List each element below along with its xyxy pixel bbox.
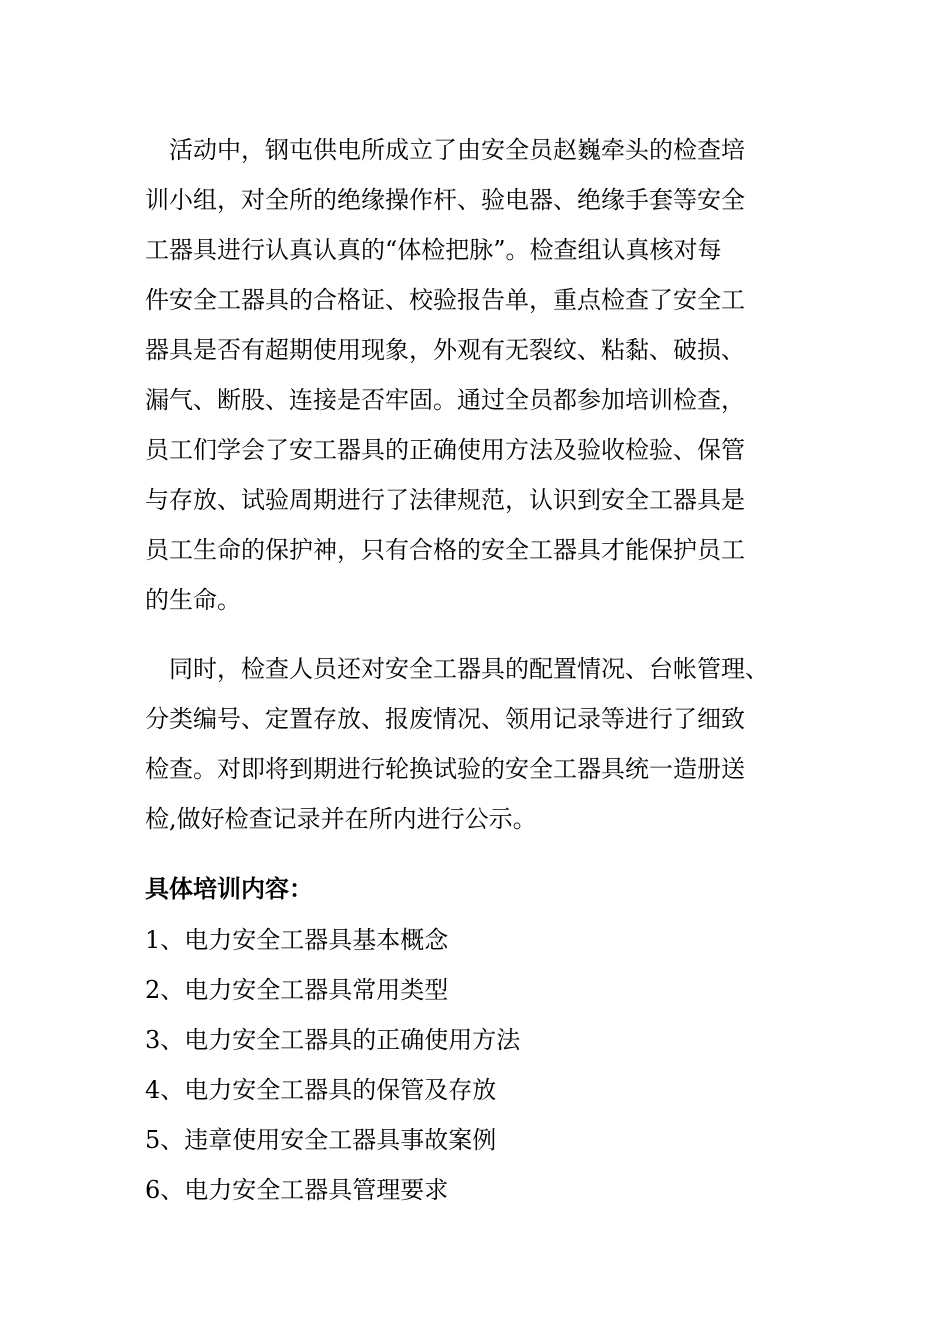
paragraph-line: 员工生命的保护神，只有合格的安全工器具才能保护员工 (145, 536, 745, 564)
paragraph-line: 活动中，钢屯供电所成立了由安全员赵巍牵头的检查培 (145, 136, 745, 164)
paragraph-line: 工器具进行认真认真的“体检把脉”。检查组认真核对每 (145, 236, 722, 264)
training-item: 1、电力安全工器具基本概念 (145, 926, 449, 954)
paragraph-line: 与存放、试验周期进行了法律规范，认识到安全工器具是 (145, 486, 745, 514)
training-heading: 具体培训内容： (145, 874, 313, 903)
paragraph-line: 同时，检查人员还对安全工器具的配置情况、台帐管理、 (145, 655, 769, 683)
training-item: 5、违章使用安全工器具事故案例 (145, 1126, 497, 1154)
training-item: 3、电力安全工器具的正确使用方法 (145, 1026, 521, 1054)
training-item: 6、电力安全工器具管理要求 (145, 1176, 449, 1204)
paragraph-line: 训小组，对全所的绝缘操作杆、验电器、绝缘手套等安全 (145, 186, 745, 214)
paragraph-line: 检查。对即将到期进行轮换试验的安全工器具统一造册送 (145, 755, 745, 783)
paragraph-line: 器具是否有超期使用现象，外观有无裂纹、粘黏、破损、 (145, 336, 745, 364)
paragraph-line: 分类编号、定置存放、报废情况、领用记录等进行了细致 (145, 705, 745, 733)
training-item: 2、电力安全工器具常用类型 (145, 976, 449, 1004)
paragraph-line: 检,做好检查记录并在所内进行公示。 (145, 805, 537, 833)
paragraph-line: 员工们学会了安工器具的正确使用方法及验收检验、保管 (145, 436, 745, 464)
paragraph-line: 件安全工器具的合格证、校验报告单，重点检查了安全工 (145, 286, 745, 314)
training-item: 4、电力安全工器具的保管及存放 (145, 1076, 497, 1104)
paragraph-line: 漏气、断股、连接是否牢固。通过全员都参加培训检查， (145, 386, 745, 414)
paragraph-line: 的生命。 (145, 586, 241, 614)
